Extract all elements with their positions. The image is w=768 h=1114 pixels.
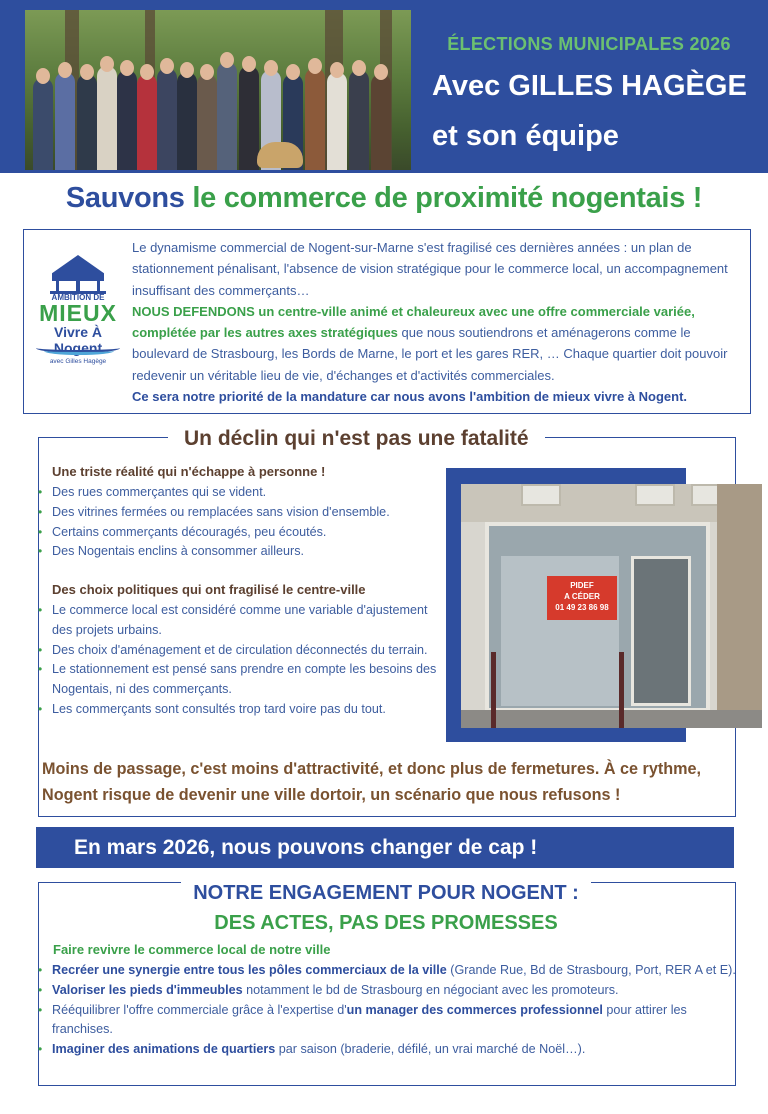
header-candidate: Avec GILLES HAGÈGE	[432, 70, 747, 102]
engagement-title-2: DES ACTES, PAS DES PROMESSES	[126, 912, 646, 935]
intro-text	[132, 237, 742, 407]
intro-defend: NOUS DEFENDONS un centre-ville animé et chaleureux avec une offre commerciale variée, complétée par les autres axes stratégiques que nous soutiendrons et aménagerons comme le boulevard de Strasbourg, les Bords de Marne, le port et les gares RER, … Chaque quartier doit pouvoir redevenir un véritable lieu de vie, d'échanges et d'activités commerciales.	[132, 303, 728, 383]
logo-line3: Vivre À Nogent	[53, 324, 103, 356]
election-kicker: ÉLECTIONS MUNICIPALES 2026	[447, 34, 731, 54]
decline-subtitle-2: Des choix politiques qui ont fragilisé le centre-ville	[52, 582, 366, 597]
list-item: • Imaginer des animations de quartiers par saison (braderie, défilé, un vrai marché de Noël…).	[38, 1040, 738, 1060]
engagement-list	[38, 961, 738, 1060]
list-item: • Des choix d'aménagement et de circulation déconnectés du terrain.	[38, 641, 438, 661]
decline-list-2	[38, 601, 438, 720]
decline-list-1	[38, 483, 438, 562]
bandstand-icon	[52, 255, 104, 281]
list-item: • Des Nogentais enclins à consommer ailleurs.	[38, 542, 438, 562]
list-item: • Des vitrines fermées ou remplacées sans vision d'ensemble.	[38, 503, 438, 523]
list-item: • Certains commerçants découragés, peu écoutés.	[38, 523, 438, 543]
list-item: • Valoriser les pieds d'immeubles notamment le bd de Strasbourg en négociant avec les promoteurs.	[38, 981, 738, 1001]
decline-subtitle-1: Une triste réalité qui n'échappe à personne !	[52, 464, 326, 479]
logo-line2: MIEUX	[39, 300, 117, 326]
decline-title: Un déclin qui n'est pas une fatalité	[168, 427, 545, 451]
page-title	[0, 182, 768, 215]
list-item: • Les commerçants sont consultés trop tard voire pas du tout.	[38, 700, 438, 720]
title-part-green: le commerce de proximité nogentais !	[192, 182, 703, 214]
team-photo	[25, 10, 411, 170]
for-sale-sign: PIDEF A CÉDER 01 49 23 86 98	[547, 576, 617, 620]
list-item: • Des rues commerçantes qui se vident.	[38, 483, 438, 503]
decline-conclusion: Moins de passage, c'est moins d'attractivité, et donc plus de fermetures. À ce rythme, Nogent risque de devenir une ville dortoir, un scénario que nous refusons !	[42, 760, 701, 804]
list-item: • Recréer une synergie entre tous les pôles commerciaux de la ville (Grande Rue, Bd de Strasbourg, Port, RER A et E).	[38, 961, 738, 981]
logo-line4: avec Gilles Hagège	[49, 358, 107, 365]
change-banner: En mars 2026, nous pouvons changer de cap !	[36, 827, 734, 868]
list-item: • Rééquilibrer l'offre commerciale grâce à l'expertise d'un manager des commerces professionnel pour attirer les franchises.	[38, 1001, 738, 1041]
logo-line1: AMBITION DE	[51, 293, 105, 302]
title-part-blue: Sauvons	[65, 182, 185, 214]
intro-paragraph: Le dynamisme commercial de Nogent-sur-Marne s'est fragilisé ces dernières années : un plan de stationnement pénalisant, l'absence de vision stratégique pour le commerce local, un accompagnement insuffisant des commerçants…	[132, 240, 728, 298]
engagement-subtitle: Faire revivre le commerce local de notre ville	[53, 942, 331, 957]
shop-photo	[461, 484, 762, 728]
header-team: et son équipe	[432, 120, 619, 152]
campaign-logo	[30, 255, 126, 370]
engagement-title-1: NOTRE ENGAGEMENT POUR NOGENT :	[126, 882, 646, 905]
intro-priority: Ce sera notre priorité de la mandature car nous avons l'ambition de mieux vivre à Nogent.	[132, 389, 688, 405]
list-item: • Le commerce local est considéré comme une variable d'ajustement des projets urbains.	[38, 601, 438, 641]
list-item: • Le stationnement est pensé sans prendre en compte les besoins des Nogentais, ni des commerçants.	[38, 660, 438, 700]
